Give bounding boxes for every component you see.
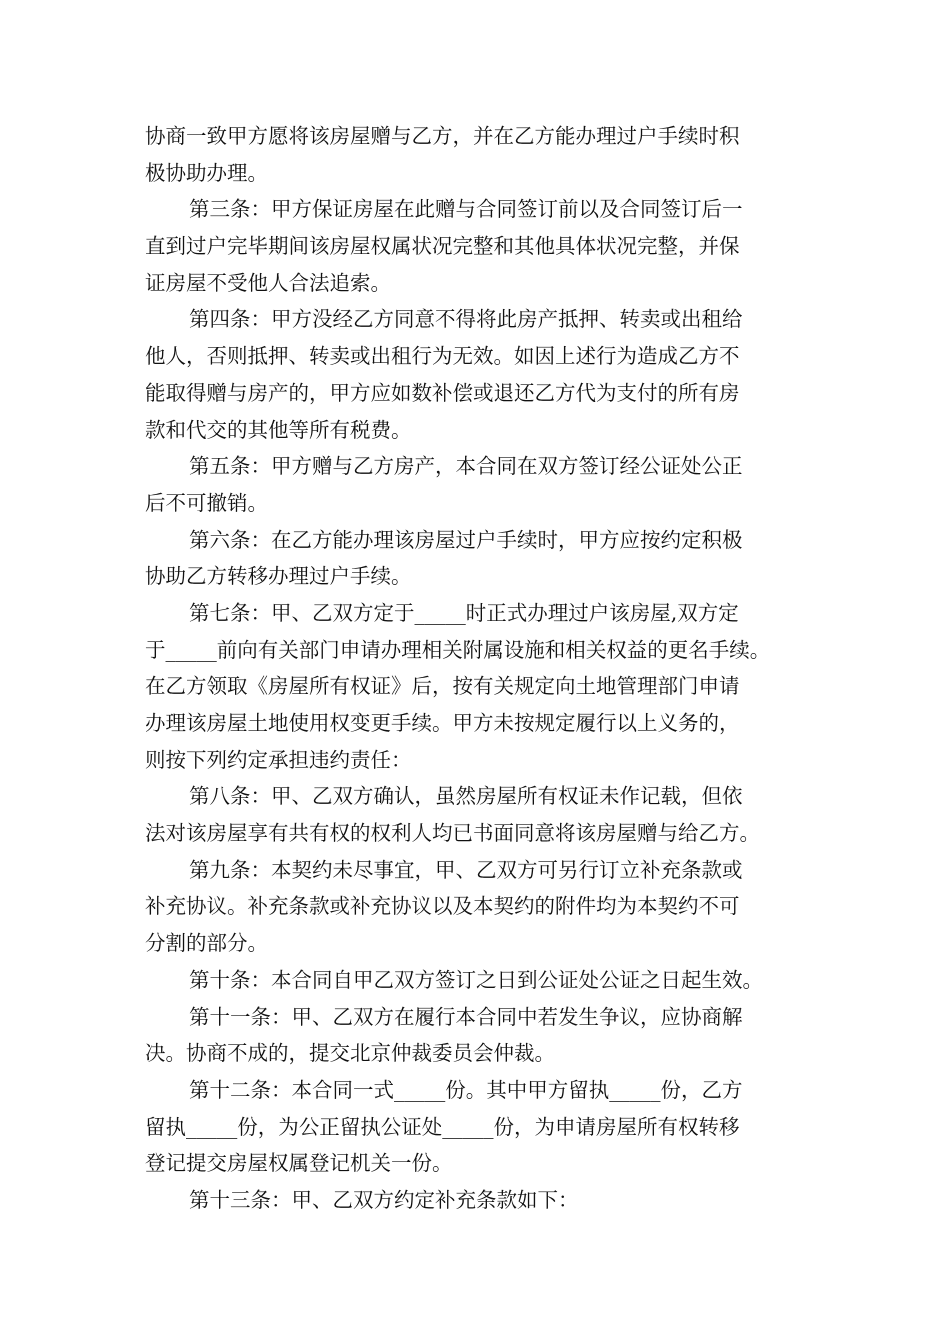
text-line: 第六条：在乙方能办理该房屋过户手续时，甲方应按约定积极 (189, 527, 743, 552)
text-line: 法对该房屋享有共有权的权利人均已书面同意将该房屋赠与给乙方。 (145, 821, 760, 846)
text-line: 证房屋不受他人合法追索。 (145, 270, 391, 295)
text-line: 直到过户完毕期间该房屋权属状况完整和其他具体状况完整，并保 (145, 234, 740, 259)
text-line: 第十一条：甲、乙双方在履行本合同中若发生争议，应协商解 (189, 1004, 743, 1029)
text-line: 协助乙方转移办理过户手续。 (145, 564, 412, 589)
text-line: 第四条：甲方没经乙方同意不得将此房产抵押、转卖或出租给 (189, 307, 743, 332)
text-line: 第八条：甲、乙双方确认，虽然房屋所有权证未作记载，但依 (189, 784, 743, 809)
text-line: 留执_____份，为公正留执公证处_____份，为申请房屋所有权转移 (145, 1114, 740, 1139)
text-line: 第十条：本合同自甲乙双方签订之日到公证处公证之日起生效。 (189, 967, 763, 992)
text-line: 第十三条：甲、乙双方约定补充条款如下： (189, 1187, 579, 1212)
text-line: 后不可撤销。 (145, 490, 268, 515)
text-line: 协商一致甲方愿将该房屋赠与乙方，并在乙方能办理过户手续时积 (145, 124, 740, 148)
text-line: 则按下列约定承担违约责任： (145, 747, 412, 772)
text-line: 在乙方领取《房屋所有权证》后，按有关规定向土地管理部门申请 (145, 674, 740, 699)
text-line: 决。协商不成的，提交北京仲裁委员会仲裁。 (145, 1041, 555, 1066)
text-line: 极协助办理。 (145, 160, 268, 185)
text-line: 办理该房屋土地使用权变更手续。甲方未按规定履行以上义务的， (145, 711, 740, 735)
document-page (145, 118, 810, 1219)
text-line: 分割的部分。 (145, 931, 268, 956)
text-line: 补充协议。补充条款或补充协议以及本契约的附件均为本契约不可 (145, 894, 740, 919)
text-line: 第三条：甲方保证房屋在此赠与合同签订前以及合同签订后一 (189, 197, 743, 222)
text-line: 第五条：甲方赠与乙方房产，本合同在双方签订经公证处公正 (189, 454, 743, 479)
text-line: 款和代交的其他等所有税费。 (145, 417, 412, 442)
text-line: 第九条：本契约未尽事宜，甲、乙双方可另行订立补充条款或 (189, 857, 743, 882)
text-line: 于_____前向有关部门申请办理相关附属设施和相关权益的更名手续。 (145, 637, 771, 662)
text-line: 第十二条：本合同一式_____份。其中甲方留执_____份，乙方 (189, 1077, 743, 1102)
text-line: 第七条：甲、乙双方定于_____时正式办理过户该房屋,双方定 (189, 600, 739, 625)
text-line: 能取得赠与房产的，甲方应如数补偿或退还乙方代为支付的所有房 (145, 380, 740, 405)
text-line: 登记提交房屋权属登记机关一份。 (145, 1151, 453, 1176)
text-line: 他人，否则抵押、转卖或出租行为无效。如因上述行为造成乙方不 (145, 344, 740, 369)
